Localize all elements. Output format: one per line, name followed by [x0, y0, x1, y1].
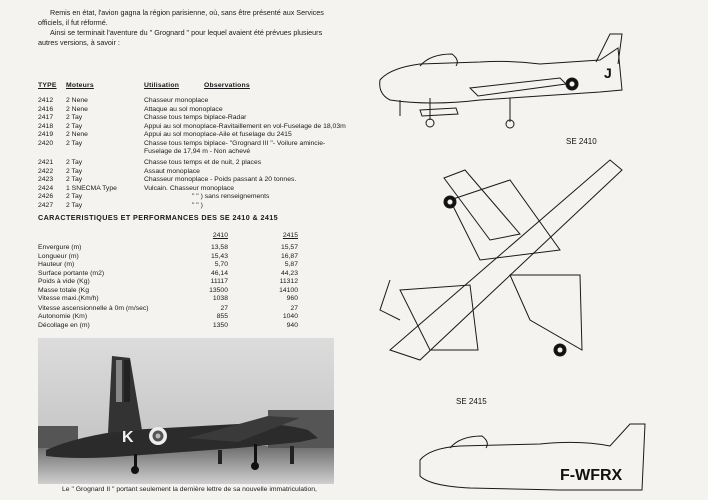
aircraft-photo	[38, 338, 334, 484]
col-moteurs: Moteurs	[66, 82, 94, 89]
se2410-side-view	[380, 34, 622, 128]
col-2410: 2410	[212, 232, 228, 239]
col-utilisation: Utilisation	[144, 82, 180, 89]
registration: F-WFRX	[560, 467, 623, 484]
se2415-plan-view	[380, 160, 622, 360]
intro-paragraph-2: Ainsi se terminait l'aventure du " Grognard " pour lequel avaient été prévues plusieurs autres versions, à savoir :	[38, 28, 323, 47]
photo-caption: Le " Grognard II " portant seulement la dernière lettre de sa nouvelle immatriculation,	[62, 486, 317, 493]
label-se2410: SE 2410	[566, 137, 597, 146]
col-2415: 2415	[282, 232, 298, 239]
tail-code: J	[604, 65, 612, 81]
photo-code: K	[122, 429, 134, 446]
three-view-drawings	[360, 20, 650, 500]
col-type: TYPE	[38, 82, 57, 89]
intro-paragraph-1: Remis en état, l'avion gagna la région parisienne, où, sans être présenté aux Services officiels, il fut réformé.	[38, 8, 324, 27]
col-observations: Observations	[204, 82, 250, 89]
performance-title: CARACTERISTIQUES ET PERFORMANCES DES SE 2410 & 2415	[38, 213, 279, 222]
label-se2415: SE 2415	[456, 397, 487, 406]
intro-text	[38, 8, 328, 48]
